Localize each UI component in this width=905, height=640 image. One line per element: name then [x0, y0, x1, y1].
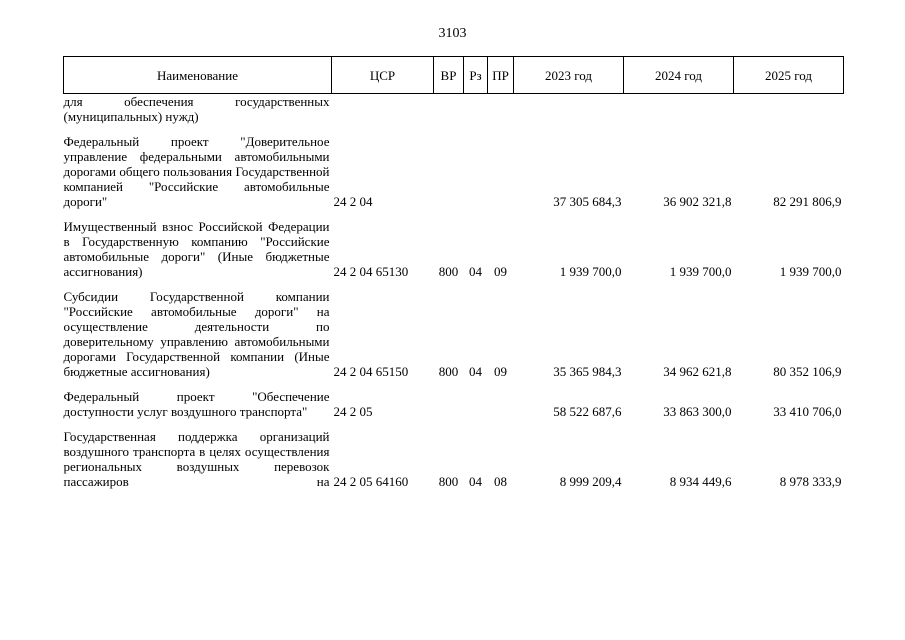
row-vr — [434, 94, 464, 127]
table-row — [64, 94, 844, 127]
row-2023: 8 999 209,4 — [559, 474, 622, 489]
row-vr: 800 — [438, 264, 459, 279]
row-csr: 24 2 04 65130 — [333, 264, 409, 279]
table-row — [64, 389, 844, 421]
row-name: Имущественный взнос Российской Федерации в Государственную компанию "Российские автомобильные дороги" (Иные бюджетные ассигнования) — [63, 219, 330, 279]
row-csr: 24 2 05 64160 — [333, 474, 409, 489]
row-2024: 33 863 300,0 — [663, 404, 732, 419]
table-row — [64, 289, 844, 381]
header-csr: ЦСР — [332, 57, 434, 94]
row-vr: 800 — [438, 474, 459, 489]
row-rz: 04 — [469, 364, 482, 379]
row-csr: 24 2 04 — [333, 194, 373, 209]
row-2023: 1 939 700,0 — [559, 264, 622, 279]
row-csr: 24 2 04 65150 — [333, 364, 409, 379]
row-rz — [464, 94, 488, 127]
row-2025: 8 978 333,9 — [779, 474, 842, 489]
row-2025: 1 939 700,0 — [779, 264, 842, 279]
row-2024 — [624, 94, 734, 127]
row-2024: 34 962 621,8 — [663, 364, 732, 379]
header-rz: Рз — [464, 57, 488, 94]
header-name: Наименование — [64, 57, 332, 94]
header-vr: ВР — [434, 57, 464, 94]
header-2025: 2025 год — [734, 57, 844, 94]
table-row — [64, 429, 844, 491]
row-2025 — [734, 94, 844, 127]
row-pr: 09 — [494, 364, 507, 379]
row-csr — [332, 94, 434, 127]
row-name: для обеспечения государственных (муниципальных) нужд) — [63, 94, 330, 124]
row-2024: 1 939 700,0 — [669, 264, 732, 279]
row-pr: 09 — [494, 264, 507, 279]
row-rz: 04 — [469, 474, 482, 489]
row-pr: 08 — [494, 474, 507, 489]
row-2025: 82 291 806,9 — [773, 194, 842, 209]
row-pr — [488, 389, 514, 421]
row-2025: 80 352 106,9 — [773, 364, 842, 379]
row-csr: 24 2 05 — [333, 404, 373, 419]
row-2025: 33 410 706,0 — [773, 404, 842, 419]
table-row — [64, 134, 844, 211]
row-rz: 04 — [469, 264, 482, 279]
row-2024: 8 934 449,6 — [669, 474, 732, 489]
row-pr — [488, 134, 514, 211]
row-name: Государственная поддержка организаций воздушного транспорта в целях осуществления региональных воздушных перевозок пассажиров на — [63, 429, 330, 489]
row-2024: 36 902 321,8 — [663, 194, 732, 209]
row-rz — [464, 389, 488, 421]
page-number: 3103 — [438, 26, 467, 41]
row-vr — [434, 389, 464, 421]
table-row — [64, 219, 844, 281]
row-pr — [488, 94, 514, 127]
header-pr: ПР — [488, 57, 514, 94]
row-name: Субсидии Государственной компании "Российские автомобильные дороги" на осуществление деятельности по доверительному управлению автомобильными дорогами Государственной компании (Иные бюджетные ассигнования) — [63, 289, 330, 379]
header-2024: 2024 год — [624, 57, 734, 94]
budget-table — [63, 56, 844, 491]
row-2023: 35 365 984,3 — [553, 364, 622, 379]
header-2023: 2023 год — [514, 57, 624, 94]
row-name: Федеральный проект "Обеспечение доступности услуг воздушного транспорта" — [63, 389, 330, 419]
row-vr: 800 — [438, 364, 459, 379]
row-vr — [434, 134, 464, 211]
row-2023 — [514, 94, 624, 127]
table-header-row — [64, 57, 844, 94]
row-2023: 37 305 684,3 — [553, 194, 622, 209]
row-name: Федеральный проект "Доверительное управление федеральными автомобильными дорогами общего пользования Государственной компанией "Российские автомобильные дороги" — [63, 134, 330, 209]
row-2023: 58 522 687,6 — [553, 404, 622, 419]
row-rz — [464, 134, 488, 211]
